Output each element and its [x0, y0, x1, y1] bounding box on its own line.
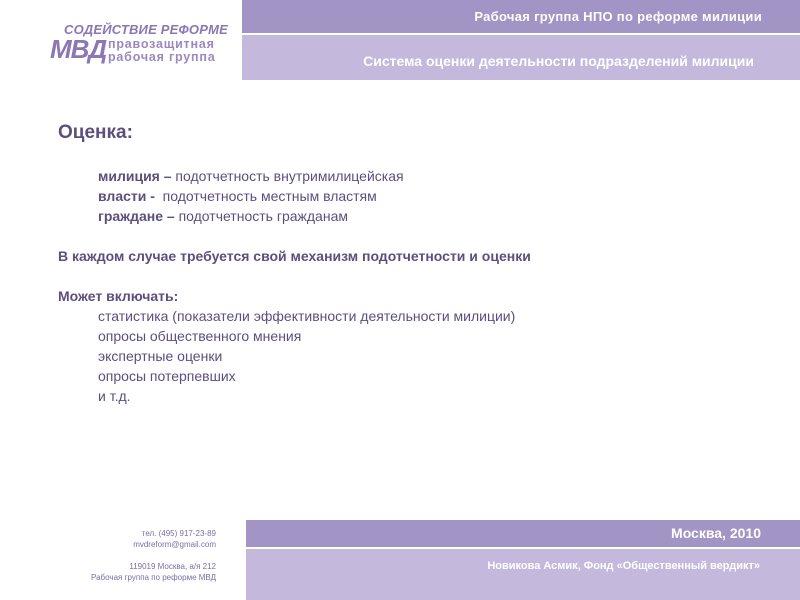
logo-subtitle-line1: правозащитная [108, 37, 215, 51]
statement-text: В каждом случае требуется свой механизм подотчетности и оценки [58, 248, 531, 264]
footer-org: Рабочая группа по реформе МВД [91, 573, 216, 582]
footer-phone: тел. (495) 917-23-89 [141, 529, 216, 538]
footer-bottom-band [246, 549, 800, 600]
footer-author: Новикова Асмик, Фонд «Общественный вердикт» [487, 560, 760, 572]
accountability-term: власти - [98, 188, 155, 204]
accountability-desc: подотчетность гражданам [174, 208, 348, 224]
accountability-line [58, 166, 778, 186]
slide-heading: Оценка: [58, 122, 133, 143]
logo-mvd-text: МВД [50, 34, 107, 64]
accountability-term: милиция – [98, 168, 172, 184]
list-item: опросы общественного мнения [98, 328, 302, 344]
may-include-label: Может включать: [58, 288, 179, 304]
list-item: опросы потерпевших [98, 368, 236, 384]
accountability-line [58, 186, 778, 206]
logo-subtitle-line2: рабочая группа [108, 50, 216, 64]
accountability-desc: подотчетность внутримилицейская [171, 168, 404, 184]
accountability-term: граждане – [98, 208, 175, 224]
header-bottom-band [242, 35, 800, 80]
logo-top-text: СОДЕЙСТВИЕ РЕФОРМЕ [64, 22, 228, 37]
footer-email: mvdreform@gmail.com [133, 540, 216, 549]
header-title: Рабочая группа НПО по реформе милиции [474, 9, 762, 24]
slide-content [58, 122, 778, 406]
footer-city-year: Москва, 2010 [671, 525, 761, 541]
list-item: экспертные оценки [98, 348, 223, 364]
footer-top-band [246, 520, 800, 547]
footer-contacts [0, 528, 216, 583]
list-item: и т.д. [98, 388, 131, 404]
footer-address: 119019 Москва, а/я 212 [129, 562, 216, 571]
logo [50, 22, 230, 72]
accountability-desc: подотчетность местным властям [154, 188, 377, 204]
header-subtitle: Система оценки деятельности подразделений милиции [363, 53, 754, 69]
accountability-line [58, 206, 778, 226]
list-item: статистика (показатели эффективности деятельности милиции) [98, 308, 516, 324]
header-top-band [242, 0, 800, 33]
